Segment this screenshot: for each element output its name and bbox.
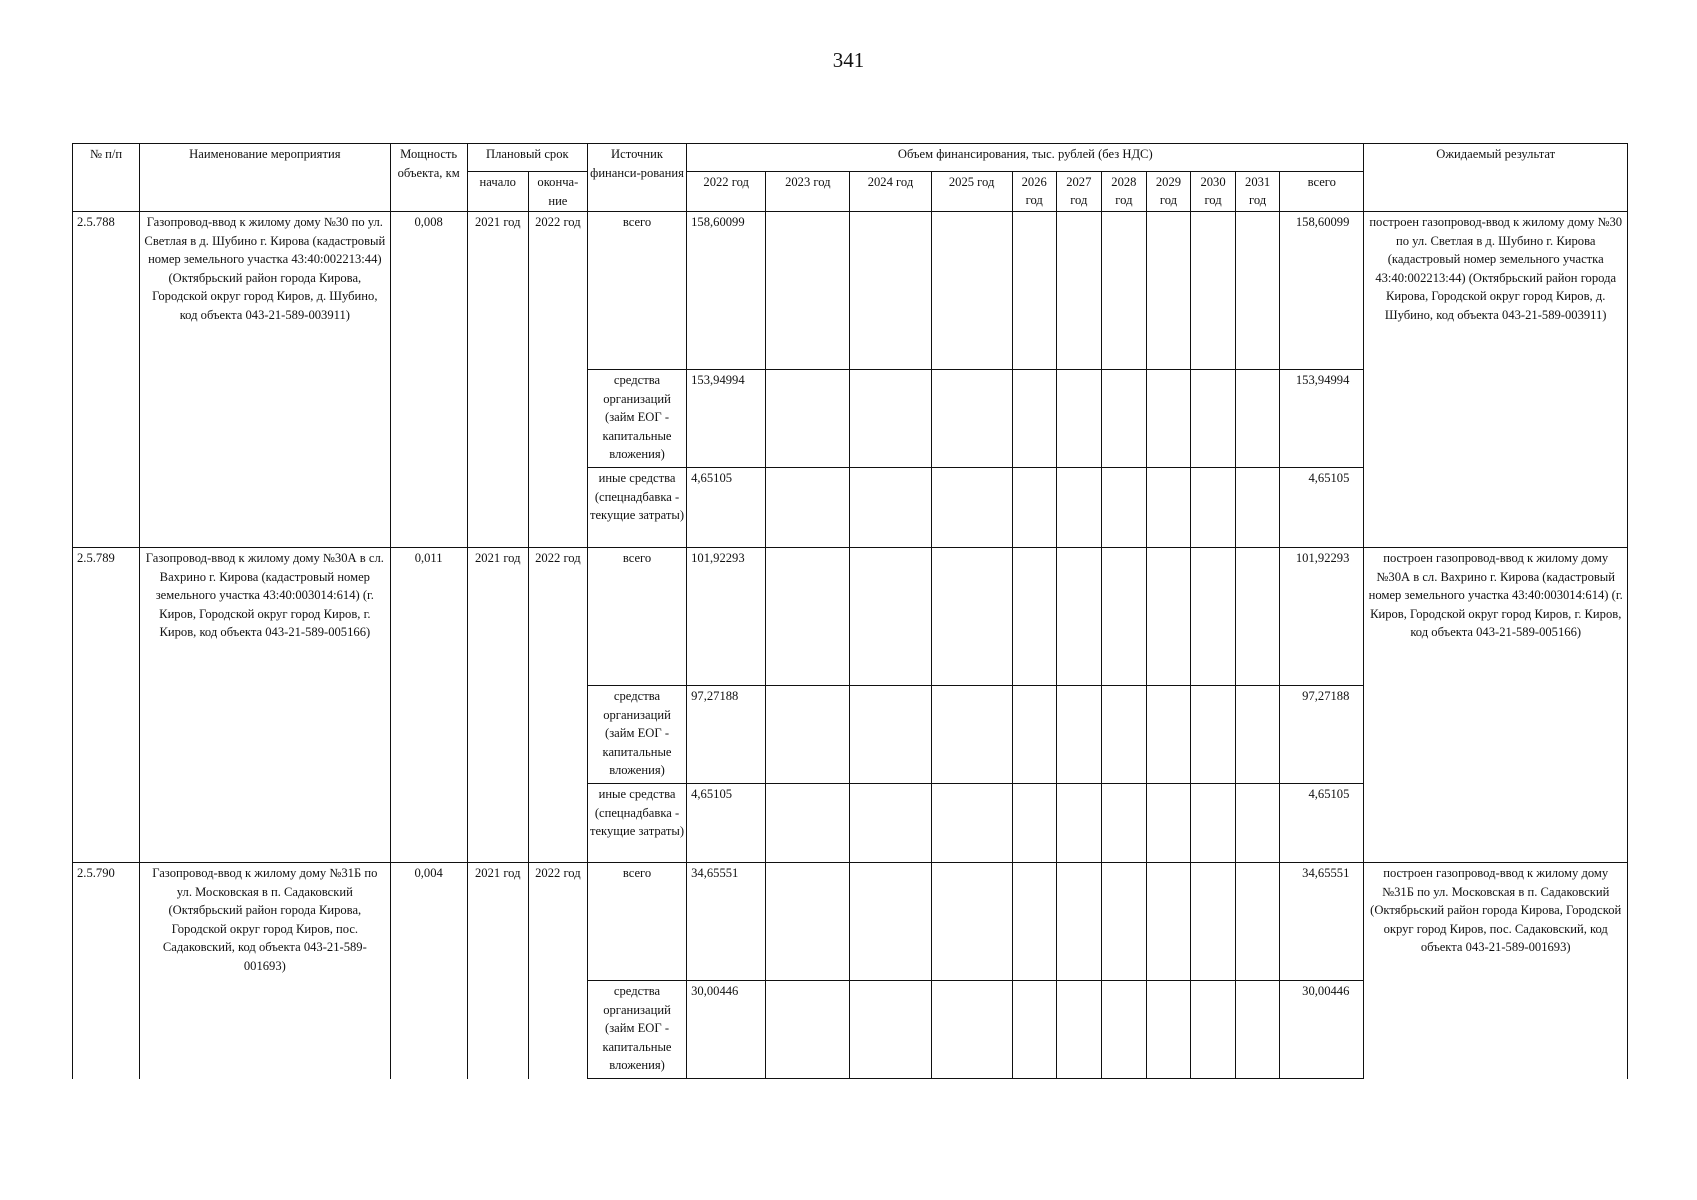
- source-label: всего: [587, 548, 686, 686]
- header-year: 2029 год: [1146, 172, 1190, 212]
- source-label: всего: [587, 863, 686, 981]
- row-capacity: 0,008: [390, 212, 467, 548]
- value-2022: 101,92293: [687, 548, 766, 686]
- header-year: 2023 год: [766, 172, 850, 212]
- row-num: 2.5.789: [73, 548, 140, 863]
- header-year: 2031 год: [1236, 172, 1280, 212]
- row-end: 2022 год: [528, 863, 587, 1079]
- source-label: средства организаций (займ ЕОГ - капитальные вложения): [587, 686, 686, 784]
- table-row: [73, 548, 1628, 686]
- value-total: 158,60099: [1280, 212, 1364, 370]
- row-result: построен газопровод-ввод к жилому дому №30 по ул. Светлая в д. Шубино г. Кирова (кадастровый номер земельного участка 43:40:002213:44) (Октябрьский район города Кирова, Городской округ город Киров, д. Шубино, код объекта 043-21-589-003911): [1364, 212, 1628, 548]
- funding-table: [72, 143, 1628, 1079]
- source-label: иные средства (спецнадбавка - текущие затраты): [587, 784, 686, 863]
- header-total: всего: [1280, 172, 1364, 212]
- row-start: 2021 год: [467, 212, 528, 548]
- header-start: начало: [467, 172, 528, 212]
- header-funding: Объем финансирования, тыс. рублей (без НДС): [687, 144, 1364, 172]
- value-2022: 34,65551: [687, 863, 766, 981]
- row-name: Газопровод-ввод к жилому дому №30 по ул. Светлая в д. Шубино г. Кирова (кадастровый номер земельного участка 43:40:002213:44) (Октябрьский район города Кирова, Городской округ город Киров, д. Шубино, код объекта 043-21-589-003911): [140, 212, 390, 548]
- value-2022: 4,65105: [687, 468, 766, 548]
- table-row: [73, 863, 1628, 981]
- row-num: 2.5.788: [73, 212, 140, 548]
- value-total: 101,92293: [1280, 548, 1364, 686]
- row-start: 2021 год: [467, 548, 528, 863]
- row-end: 2022 год: [528, 212, 587, 548]
- value-total: 34,65551: [1280, 863, 1364, 981]
- row-num: 2.5.790: [73, 863, 140, 1079]
- header-year: 2028 год: [1101, 172, 1146, 212]
- header-end: оконча-ние: [528, 172, 587, 212]
- value-2022: 30,00446: [687, 981, 766, 1079]
- header-result: Ожидаемый результат: [1364, 144, 1628, 212]
- header-num: № п/п: [73, 144, 140, 212]
- source-label: всего: [587, 212, 686, 370]
- table-header: [73, 144, 1628, 212]
- source-label: иные средства (спецнадбавка - текущие затраты): [587, 468, 686, 548]
- row-capacity: 0,011: [390, 548, 467, 863]
- header-year: 2022 год: [687, 172, 766, 212]
- row-name: Газопровод-ввод к жилому дому №30А в сл. Вахрино г. Кирова (кадастровый номер земельного участка 43:40:003014:614) (г. Киров, Городской округ город Киров, г. Киров, код объекта 043-21-589-005166): [140, 548, 390, 863]
- value-2022: 4,65105: [687, 784, 766, 863]
- value-total: 153,94994: [1280, 370, 1364, 468]
- header-year: 2025 год: [931, 172, 1012, 212]
- value-2022: 97,27188: [687, 686, 766, 784]
- value-total: 97,27188: [1280, 686, 1364, 784]
- header-plan-term: Плановый срок: [467, 144, 587, 172]
- header-year: 2027 год: [1056, 172, 1101, 212]
- source-label: средства организаций (займ ЕОГ - капитальные вложения): [587, 981, 686, 1079]
- header-name: Наименование мероприятия: [140, 144, 390, 212]
- value-2022: 153,94994: [687, 370, 766, 468]
- table-row: [73, 212, 1628, 370]
- header-year: 2024 год: [850, 172, 931, 212]
- value-total: 4,65105: [1280, 784, 1364, 863]
- header-year: 2030 год: [1191, 172, 1236, 212]
- row-start: 2021 год: [467, 863, 528, 1079]
- row-result: построен газопровод-ввод к жилому дому №31Б по ул. Московская в п. Садаковский (Октябрьский район города Кирова, Городской округ город Киров, пос. Садаковский, код объекта 043-21-589-001693): [1364, 863, 1628, 1079]
- row-name: Газопровод-ввод к жилому дому №31Б по ул. Московская в п. Садаковский (Октябрьский район города Кирова, Городской округ город Киров, пос. Садаковский, код объекта 043-21-589-001693): [140, 863, 390, 1079]
- value-total: 4,65105: [1280, 468, 1364, 548]
- table-body: [73, 212, 1628, 1079]
- page-number: 341: [832, 48, 865, 72]
- row-capacity: 0,004: [390, 863, 467, 1079]
- header-capacity: Мощность объекта, км: [390, 144, 467, 212]
- value-2022: 158,60099: [687, 212, 766, 370]
- source-label: средства организаций (займ ЕОГ - капитальные вложения): [587, 370, 686, 468]
- row-end: 2022 год: [528, 548, 587, 863]
- value-total: 30,00446: [1280, 981, 1364, 1079]
- header-source: Источник финанси-рования: [587, 144, 686, 212]
- header-year: 2026 год: [1012, 172, 1056, 212]
- row-result: построен газопровод-ввод к жилому дому №30А в сл. Вахрино г. Кирова (кадастровый номер земельного участка 43:40:003014:614) (г. Киров, Городской округ город Киров, г. Киров, код объекта 043-21-589-005166): [1364, 548, 1628, 863]
